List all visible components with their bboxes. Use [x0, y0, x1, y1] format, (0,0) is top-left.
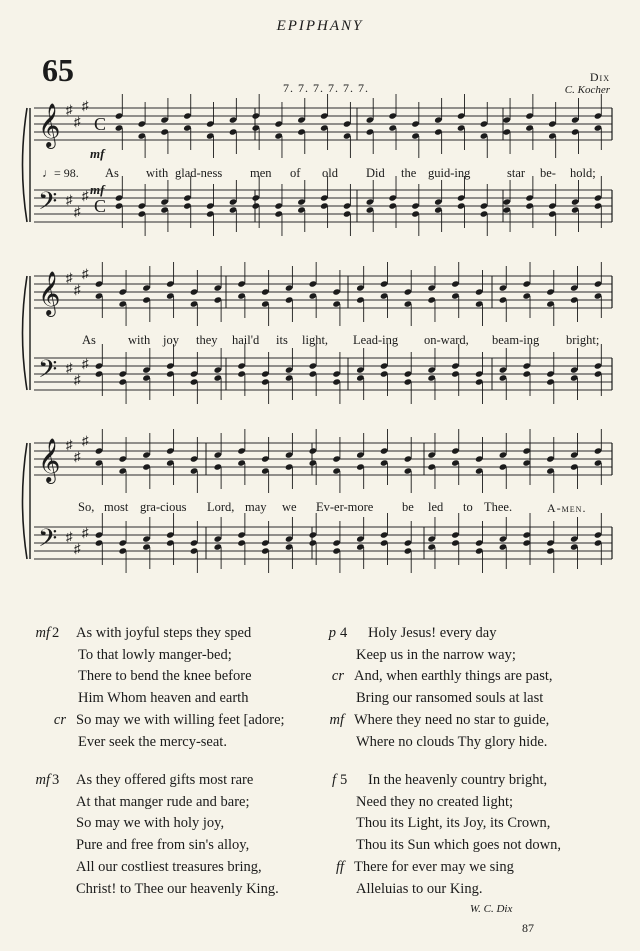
verse-3	[28, 770, 279, 900]
treble-clef-icon: 𝄞	[38, 438, 61, 482]
bass-clef-icon: 𝄢	[38, 187, 58, 222]
verse-line: As they offered gifts most rare	[76, 772, 254, 788]
meter: 7. 7. 7. 7. 7. 7.	[283, 81, 369, 95]
verse-number: 4	[340, 625, 348, 641]
verse-line: There for ever may we sing	[354, 858, 514, 875]
sharp-icon: ♯	[66, 102, 73, 117]
sharp-icon: ♯	[74, 541, 81, 556]
verse-line: Keep us in the narrow way;	[356, 646, 516, 663]
verse-line: Him Whom heaven and earth	[78, 690, 249, 707]
time-signature-icon: C	[94, 196, 107, 216]
sharp-icon: ♯	[74, 449, 81, 464]
lyric-1-7: Did	[366, 166, 385, 180]
verse-line: Thou its Sun which goes not down,	[356, 837, 562, 854]
lyric-3-11: Thee.	[484, 500, 513, 514]
lyric-2-6: its	[276, 333, 288, 347]
verse-line: So may we with willing feet [adore;	[76, 711, 285, 728]
verse-dynamic: p	[328, 625, 336, 641]
verse-number: 3	[52, 772, 60, 788]
lyric-2-8: Lead-ing	[353, 333, 399, 347]
lyric-2-2: with	[128, 333, 151, 347]
sharp-icon: ♯	[66, 192, 73, 207]
dynamic-mf-upper: mf	[90, 146, 105, 161]
time-signature-icon: C	[94, 114, 107, 134]
verse-line: All our costliest treasures bring,	[76, 858, 262, 875]
verse-line: Bring our ransomed souls at last	[356, 690, 544, 707]
sharp-icon: ♯	[82, 188, 89, 203]
verse-line: Need they no created light;	[356, 793, 514, 810]
lyric-1-2: with	[146, 166, 169, 180]
bass-clef-icon: 𝄢	[38, 355, 58, 390]
lyric-2-1: As	[82, 333, 96, 347]
lyric-3-5: may	[245, 500, 267, 514]
lyric-2-9: on-ward,	[424, 333, 469, 347]
brace-icon	[23, 276, 28, 390]
verse-line: At that manger rude and bare;	[76, 793, 250, 810]
amen-lyric: A-men.	[547, 501, 587, 515]
verse-line: To that lowly manger-bed;	[78, 646, 232, 663]
lyric-3-2: most	[104, 500, 129, 514]
verse-line: Pure and free from sin's alloy,	[76, 837, 250, 854]
lyric-1-8: the	[401, 166, 417, 180]
sharp-icon: ♯	[66, 437, 73, 452]
lyric-3-10: to	[463, 500, 473, 514]
sharp-icon: ♯	[74, 204, 81, 219]
sharp-icon: ♯	[82, 433, 89, 448]
sharp-icon: ♯	[74, 372, 81, 387]
verse-line-mark: mf	[329, 711, 344, 728]
lyric-2-7: light,	[302, 333, 329, 347]
verse-dynamic: f	[331, 772, 336, 788]
verse-2	[28, 623, 285, 753]
treble-clef-icon: 𝄞	[38, 271, 61, 315]
verse-number: 5	[340, 772, 348, 788]
verse-5	[306, 770, 561, 900]
sharp-icon: ♯	[82, 356, 89, 371]
lyric-2-4: they	[196, 333, 218, 347]
dynamic-mf-lower: mf	[90, 182, 105, 197]
lyric-1-3: glad-ness	[175, 166, 223, 180]
verse-line: As with joyful steps they sped	[76, 625, 252, 641]
sharp-icon: ♯	[74, 114, 81, 129]
verse-line: Thou its Light, its Joy, its Crown,	[356, 815, 551, 832]
tune-name: Dix	[589, 70, 610, 84]
verse-line: Christ! to Thee our heavenly King.	[76, 880, 279, 897]
lyric-1-11: be-	[540, 166, 556, 180]
lyric-2-3: joy	[163, 333, 179, 347]
hymn-author: W. C. Dix	[470, 903, 513, 915]
lyric-3-1: So,	[78, 500, 95, 514]
lyric-2-11: bright;	[566, 333, 600, 347]
lyric-1-9: guid-ing	[428, 166, 471, 180]
lyric-3-3: gra-cious	[140, 500, 187, 514]
lyric-3-4: Lord,	[207, 500, 235, 514]
brace-icon	[23, 108, 28, 222]
verse-line: Alleluias to our King.	[356, 880, 483, 897]
lyric-3-6: we	[282, 500, 297, 514]
running-head: EPIPHANY	[276, 18, 364, 34]
verse-line: Ever seek the mercy-seat.	[78, 733, 227, 750]
verse-dynamic: mf	[35, 625, 50, 641]
sharp-icon: ♯	[74, 282, 81, 297]
bass-clef-icon: 𝄢	[38, 524, 58, 559]
lyric-2-10: beam-ing	[492, 333, 540, 347]
lyric-1-4: men	[250, 166, 272, 180]
sharp-icon: ♯	[66, 270, 73, 285]
verse-number: 2	[52, 625, 60, 641]
treble-clef-icon: 𝄞	[38, 103, 61, 147]
lyric-1-12: hold;	[570, 166, 596, 180]
verse-line-mark: ff	[335, 858, 344, 875]
sharp-icon: ♯	[66, 360, 73, 375]
composer: C. Kocher	[564, 84, 610, 96]
lyric-2-5: hail'd	[232, 333, 260, 347]
verse-dynamic: mf	[35, 772, 50, 788]
page-number: 87	[522, 921, 534, 935]
verse-line-mark: cr	[331, 668, 344, 685]
lyric-1-5: of	[290, 166, 301, 180]
lyric-1-1: As	[105, 166, 119, 180]
lyric-3-8: be	[402, 500, 414, 514]
lyric-1-6: old	[322, 166, 338, 180]
lyric-3-9: led	[428, 500, 444, 514]
sharp-icon: ♯	[82, 98, 89, 113]
lyric-1-10: star	[507, 166, 526, 180]
verse-line: So may we with holy joy,	[76, 815, 225, 832]
verse-line: And, when earthly things are past,	[354, 668, 553, 685]
verse-line: Where they need no star to guide,	[354, 711, 550, 728]
brace-icon	[23, 443, 28, 559]
verse-line-mark: cr	[53, 711, 66, 728]
verse-line: There to bend the knee before	[78, 668, 252, 685]
hymn-number: 65	[42, 52, 74, 88]
verse-line: Holy Jesus! every day	[368, 625, 497, 641]
verse-line: In the heavenly country bright,	[368, 772, 548, 788]
sharp-icon: ♯	[82, 266, 89, 281]
lyric-3-7: Ev-er-more	[316, 500, 374, 514]
tempo-marking: ♩= 98.	[42, 166, 79, 180]
sharp-icon: ♯	[82, 525, 89, 540]
verse-4	[306, 623, 553, 753]
verse-line: Where no clouds Thy glory hide.	[356, 733, 548, 750]
sharp-icon: ♯	[66, 529, 73, 544]
